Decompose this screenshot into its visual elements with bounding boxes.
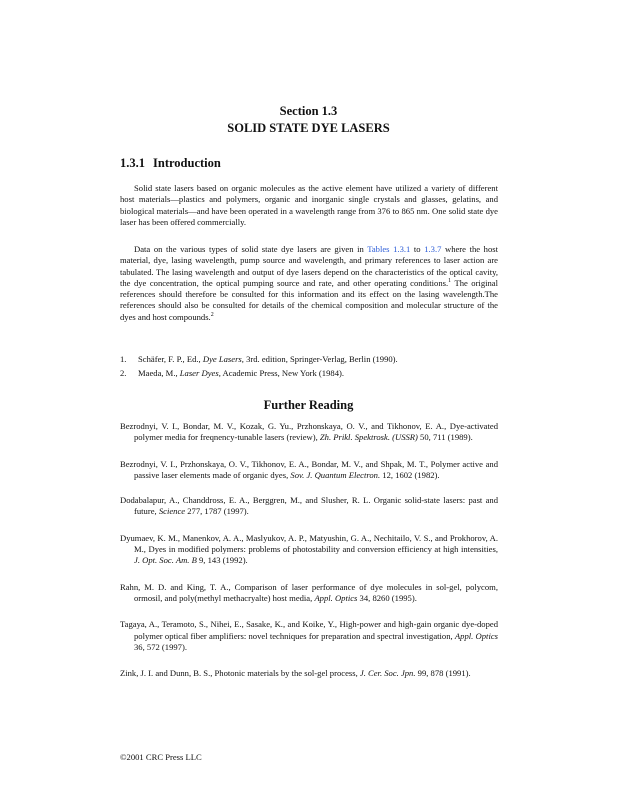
further-reading-item (120, 421, 498, 444)
subsection-number: 1.3.1 (120, 156, 145, 170)
citation-details: 36, 572 (1997). (134, 641, 187, 652)
citation-details: 99, 878 (1991). (415, 668, 471, 679)
citation-text: Rahn, M. D. and King, T. A., Comparison of laser performance of dye molecules in sol-gel, polycom, ormosil, and poly(methyl methacryalte) host media, (120, 581, 498, 603)
citation-details: 50, 711 (1989). (417, 432, 473, 443)
citation-text: Bezrodnyi, V. I., Bondar, M. V., Kozak, G. Yu., Przhonskaya, O. V., and Tikhonov, E. A., Dye-activated polymer media for freqnency-tunable lasers (review), (120, 421, 498, 443)
reference-title: Laser Dyes (179, 368, 219, 378)
citation-text: Zink, J. I. and Dunn, B. S., Photonic materials by the sol-gel process, (120, 668, 360, 679)
copyright-footer: ©2001 CRC Press LLC (120, 752, 202, 762)
further-reading-item (120, 582, 498, 605)
journal-name: Appl. Optics (454, 630, 498, 641)
further-reading-item (120, 668, 498, 679)
footnote-marker: 2 (210, 311, 214, 318)
further-reading-item (120, 459, 498, 482)
journal-name: J. Opt. Soc. Am. B (134, 555, 197, 566)
reference-authors: Schäfer, F. P., Ed., (138, 354, 203, 364)
reference-item (120, 366, 498, 380)
further-reading-list (120, 421, 498, 679)
journal-name: J. Cer. Soc. Jpn. (359, 668, 416, 679)
section-heading (0, 103, 617, 137)
citation-text: Bezrodnyi, V. I., Przhonskaya, O. V., Tikhonov, E. A., Bondar, M. V., and Shpak, M. T., Polymer active and passive laser elements made of organic dyes, (120, 458, 498, 480)
table-link-1-3-7[interactable]: 1.3.7 (424, 244, 442, 254)
further-reading-item (120, 619, 498, 653)
table-link-1-3-1[interactable]: Tables 1.3.1 (367, 244, 411, 254)
citation-details: 277, 1787 (1997). (185, 506, 249, 517)
reference-number: 1. (120, 354, 127, 364)
paragraph-text: Data on the various types of solid state dye lasers are given in (134, 244, 368, 254)
reference-authors: Maeda, M., (138, 368, 180, 378)
paragraph-text: The original references should therefore be consulted for this information and its effect on the lasing wavelength.The references should also be consulted for details of the chemical composition and molecular structure of the dyes and host compounds. (120, 277, 498, 322)
section-title: SOLID STATE DYE LASERS (227, 121, 390, 135)
footnote-marker: 1 (448, 278, 452, 285)
further-reading-heading: Further Reading (263, 398, 354, 412)
intro-paragraph-2 (120, 244, 498, 323)
intro-paragraph-1 (120, 183, 498, 228)
reference-number: 2. (120, 368, 127, 378)
subsection-heading (120, 156, 221, 171)
reference-details: , Academic Press, New York (1984). (218, 368, 344, 378)
paragraph-text: where the host material, dye, lasing wavelength, pump source and wavelength, and primary references to laser action are tabulated. The lasing wavelength and output of dye lasers depend on the characteristics of the optical cavity, the dye concentration, the optical pumping source and rate, and other operating conditions. (120, 244, 498, 288)
citation-details: 9, 143 (1992). (196, 555, 248, 566)
subsection-title: Introduction (153, 156, 221, 170)
paragraph-text: to (410, 244, 425, 254)
journal-name: Appl. Optics (314, 592, 358, 603)
further-reading-item (120, 533, 498, 567)
reference-list (120, 352, 498, 380)
citation-text: Tagaya, A., Teramoto, S., Nihei, E., Sasake, K., and Koike, Y., High-power and high-gain organic dye-doped polymer optical fiber amplifiers: novel techniques for preparation and spectral investigation, (120, 619, 498, 641)
citation-text: Dodabalapur, A., Chanddross, E. A., Berggren, M., and Slusher, R. L. Organic solid-state lasers: past and future, (120, 495, 498, 517)
reference-details: , 3rd. edition, Springer-Verlag, Berlin (1990). (241, 354, 398, 364)
journal-name: Zh. Prikl. Spektrosk. (USSR) (319, 432, 418, 443)
citation-details: 12, 1602 (1982). (380, 469, 440, 480)
reference-title: Dye Lasers (202, 354, 242, 364)
further-reading-item (120, 495, 498, 518)
section-number: Section 1.3 (279, 104, 338, 118)
journal-name: Sov. J. Quantum Electron. (290, 469, 381, 480)
journal-name: Science (158, 506, 186, 517)
citation-details: 34, 8260 (1995). (357, 592, 417, 603)
reference-item (120, 352, 498, 366)
paragraph-text: Solid state lasers based on organic molecules as the active element have utilized a variety of different host materials—plastics and polymers, organic and inorganic single crystals and glasses, gelatins, and biological materials—and have been operated in a wavelength range from 376 to 865 nm. One solid state dye laser has been offered commercially. (120, 183, 498, 227)
citation-text: Dyumaev, K. M., Manenkov, A. A., Maslyukov, A. P., Matyushin, G. A., Nechitailo, V. S., and Prokhorov, A. M., Dyes in modified polymers: problems of photostability and conversion efficiency at high intensities, (120, 532, 498, 555)
